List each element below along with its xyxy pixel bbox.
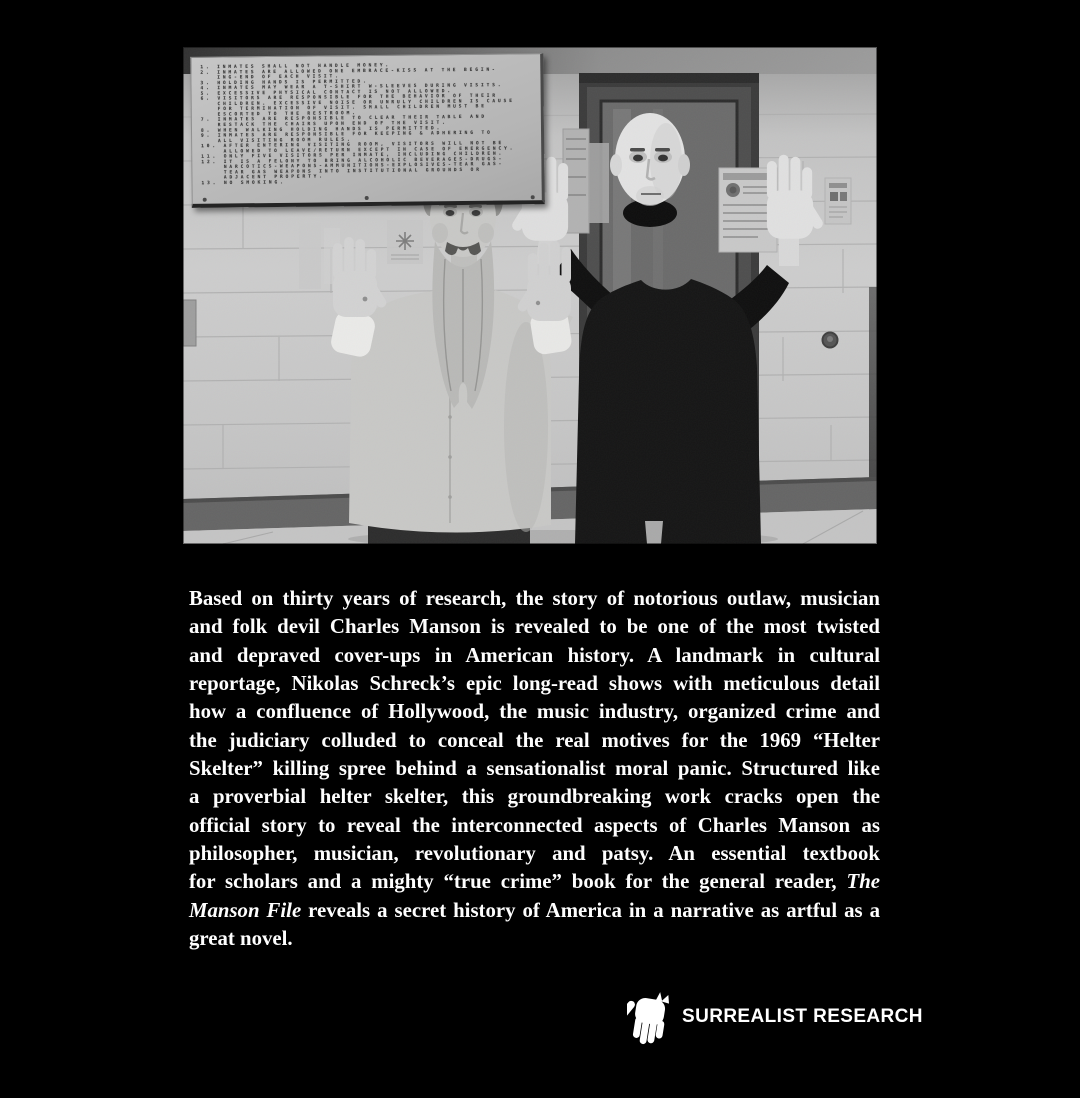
synopsis-line: a proverbial helter skelter, this groundbreaking work cracks open the	[189, 785, 880, 809]
synopsis-line: and folk devil Charles Manson is revealed to be one of the most twisted	[189, 615, 880, 639]
synopsis-line: reportage, Nikolas Schreck’s epic long-read shows with meticulous detail	[189, 672, 880, 696]
synopsis-line: the judiciary colluded to conceal the real motives for the 1969 “Helter	[189, 728, 880, 752]
synopsis-paragraph	[189, 585, 880, 953]
synopsis-line: Manson File reveals a secret history of America in a narrative as artful as a	[189, 898, 880, 922]
synopsis-line: official story to reveal the interconnected aspects of Charles Manson as	[189, 813, 880, 837]
visiting-rules-text: 1. INMATES SHALL NOT HANDLE MONEY. 2. INMATES ARE ALLOWED ONE EMBRACE-KISS AT THE BEGIN- ING-END OF EACH VISIT. 3. HOLDING HANDS IS PERMITTED. 4. INMATES MAY WEAR A T-SHIRT W-SLEEVES DURING VISITS. 5. EXCESSIVE PHYSICAL CONTACT IS NOT ALLOWED. 6. VISITORS ARE RESPONSIBLE FOR THE BEHAVIOR OF THEIR CHILDREN. EXCESSIVE NOISE OR UNRULY CHILDREN IS CAUSE FOR TERMINATION OF VISIT. SMALL CHILDREN MUST BE ESCORTED TO THE RESTROOM. 7. INMATES ARE RESPONSIBLE TO CLEAR THEIR TABLE AND RESTACK THE CHAIRS UPON END OF THE VISIT. 8. WHEN WALKING HOLDING HANDS IS PERMITTED. 9. INMATES ARE RESPONSIBLE FOR KEEPING & ADHERING TO ALL VISITING ROOM RULES. 10. AFTER ENTERING VISITING ROOM, VISITORS WILL NOT BE ALLOWED TO LEAVE/RETURN EXCEPT IN CASE OF EMERGENCY. 11. ONLY FIVE VISITORS PER INMATE, INCLUDING CHILDREN. 12. IT IS A FELONY TO BRING ALCOHOLIC BEVERAGES-DRUGS- NARCOTICS-WEAPONS-AMMUNITIONS-EXPLOSIVES-TEAR GAS- TEAR GAS WEAPONS INTO INSTITUTIONAL GROUNDS OR ADJACENT PROPERTY. 13. NO SMOKING.	[200, 62, 516, 186]
synopsis-line: philosopher, musician, revolutionary and patsy. An essential textbook	[189, 842, 880, 866]
synopsis-line: how a confluence of Hollywood, the music industry, organized crime and	[189, 700, 880, 724]
synopsis-line: Skelter” killing spree behind a sensationalist moral panic. Structured like	[189, 757, 880, 781]
synopsis-line: and depraved cover-ups in American history. A landmark in cultural	[189, 643, 880, 667]
synopsis-line: great novel.	[189, 927, 293, 951]
cover-photograph	[183, 47, 877, 544]
synopsis-line: for scholars and a mighty “true crime” book for the general reader, The	[189, 870, 880, 894]
synopsis-line: Based on thirty years of research, the story of notorious outlaw, musician	[189, 587, 880, 610]
publisher-name: SURREALIST RESEARCH	[682, 1006, 923, 1027]
hand-glove-icon	[627, 991, 676, 1049]
visiting-rules-sign	[190, 53, 545, 208]
